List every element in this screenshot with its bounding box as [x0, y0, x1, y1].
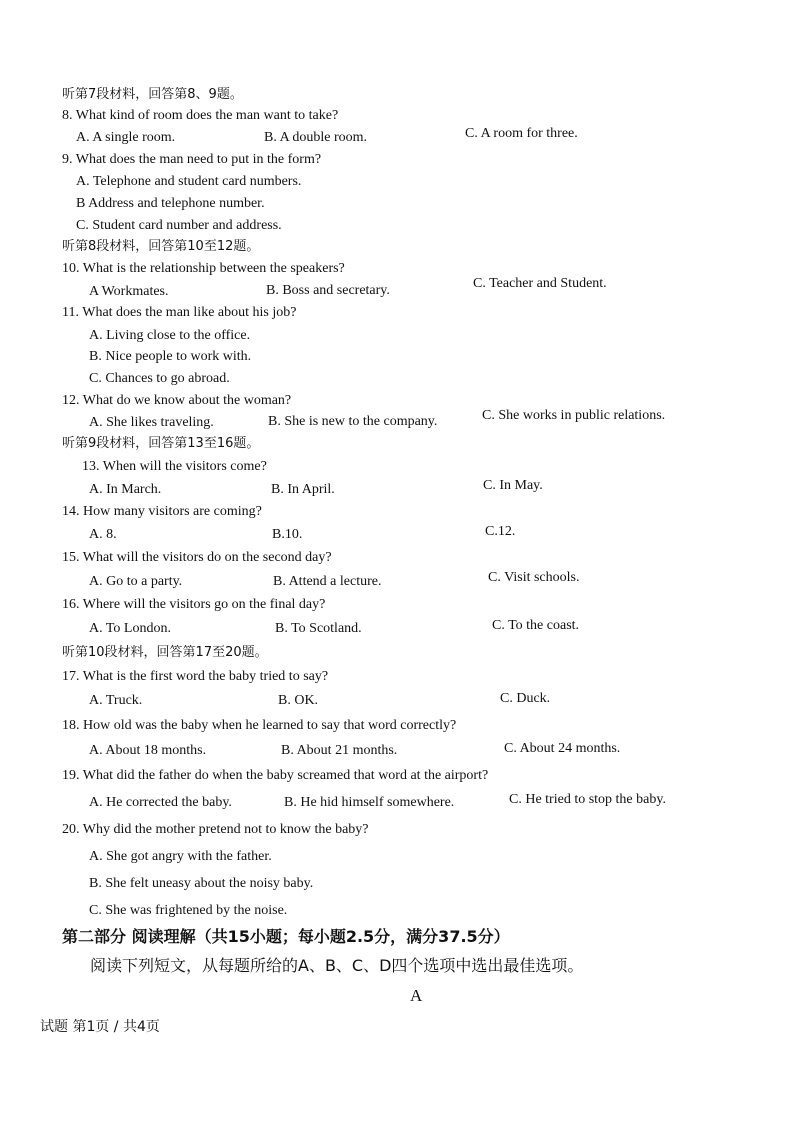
option-a: A. To London.	[89, 621, 171, 636]
question-stem: 8. What kind of room does the man want to take?	[62, 108, 339, 123]
option-a: A. In March.	[89, 482, 162, 497]
option-c: C. She was frightened by the noise.	[89, 903, 288, 918]
option-c: C. Duck.	[500, 691, 551, 706]
option-b: B. In April.	[271, 482, 335, 497]
option-c: C.12.	[485, 524, 516, 539]
question-stem: 9. What does the man need to put in the form?	[62, 152, 322, 167]
question-stem: 10. What is the relationship between the speakers?	[62, 261, 345, 276]
section-heading: 听第10段材料，回答第17至20题。	[62, 645, 268, 660]
question-stem: 14. How many visitors are coming?	[62, 504, 262, 519]
question-stem: 11. What does the man like about his job?	[62, 305, 297, 320]
option-a: A. A single room.	[76, 130, 176, 145]
question-stem: 18. How old was the baby when he learned to say that word correctly?	[62, 718, 457, 733]
option-b: B. A double room.	[264, 130, 368, 145]
option-c: C. A room for three.	[465, 126, 578, 141]
option-a: A. She got angry with the father.	[89, 849, 272, 864]
question-stem: 12. What do we know about the woman?	[62, 393, 292, 408]
question-stem: 19. What did the father do when the baby screamed that word at the airport?	[62, 768, 489, 783]
option-b: B. She felt uneasy about the noisy baby.	[89, 876, 314, 891]
option-a: A. Go to a party.	[89, 574, 183, 589]
option-b: B.10.	[272, 527, 303, 542]
option-c: C. Visit schools.	[488, 570, 580, 585]
option-b: B. To Scotland.	[275, 621, 362, 636]
option-b: B. She is new to the company.	[268, 414, 438, 429]
option-c: C. About 24 months.	[504, 741, 621, 756]
option-b: B. Nice people to work with.	[89, 349, 252, 364]
part2-title: 第二部分 阅读理解（共15小题；每小题2.5分，满分37.5分）	[62, 927, 510, 946]
option-a: A. Telephone and student card numbers.	[76, 174, 302, 189]
option-a: A Workmates.	[89, 284, 169, 299]
option-c: C. She works in public relations.	[482, 408, 666, 423]
option-b: B. OK.	[278, 693, 319, 708]
option-a: A. Truck.	[89, 693, 143, 708]
option-a: A. About 18 months.	[89, 743, 207, 758]
option-b: B Address and telephone number.	[76, 196, 265, 211]
passage-label: A	[410, 986, 423, 1005]
option-c: C. Student card number and address.	[76, 218, 282, 233]
option-b: B. Boss and secretary.	[266, 283, 390, 298]
section-heading: 听第7段材料，回答第8、9题。	[62, 87, 243, 102]
option-a: A. He corrected the baby.	[89, 795, 232, 810]
option-c: C. Chances to go abroad.	[89, 371, 230, 386]
option-a: A. She likes traveling.	[89, 415, 214, 430]
option-b: B. Attend a lecture.	[273, 574, 382, 589]
section-heading: 听第8段材料，回答第10至12题。	[62, 239, 260, 254]
option-c: C. He tried to stop the baby.	[509, 792, 666, 807]
option-a: A. 8.	[89, 527, 117, 542]
question-stem: 13. When will the visitors come?	[82, 459, 267, 474]
option-c: C. In May.	[483, 478, 543, 493]
part2-instruction: 阅读下列短文，从每题所给的A、B、C、D四个选项中选出最佳选项。	[90, 956, 584, 975]
section-heading: 听第9段材料，回答第13至16题。	[62, 436, 260, 451]
question-stem: 15. What will the visitors do on the second day?	[62, 550, 332, 565]
page-footer: 试题 第1页 / 共4页	[40, 1019, 160, 1035]
option-c: C. To the coast.	[492, 618, 580, 633]
question-stem: 16. Where will the visitors go on the final day?	[62, 597, 326, 612]
option-b: B. He hid himself somewhere.	[284, 795, 455, 810]
question-stem: 17. What is the first word the baby tried to say?	[62, 669, 329, 684]
option-c: C. Teacher and Student.	[473, 276, 607, 291]
option-b: B. About 21 months.	[281, 743, 398, 758]
option-a: A. Living close to the office.	[89, 328, 251, 343]
question-stem: 20. Why did the mother pretend not to know the baby?	[62, 822, 369, 837]
